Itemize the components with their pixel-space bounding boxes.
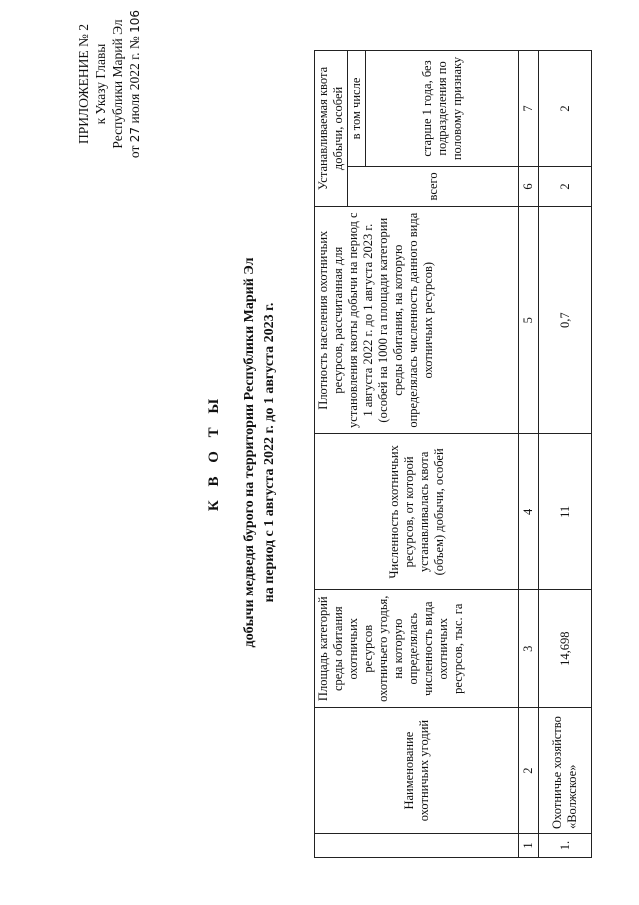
header-quota: Устанавливаемая квота добычи, особей [315,51,348,207]
header-total: всего [348,166,519,206]
column-number: 4 [519,434,539,590]
header-density: Плотность населения охотничьих ресурсов, рассчитанная для установления квоты добычи на период с 1 августа 2022 г. до 1 августа 2023 г. (особей на 1000 га площади категории среды обитания, на которую определялась численность данного вида охотничьих ресурсов) [315,206,519,434]
header-including: в том числе [348,51,366,167]
appendix-title: ПРИЛОЖЕНИЕ № 2 [76,23,91,145]
column-number: 6 [519,166,539,206]
row-hunting-ground-name: Охотничье хозяйство «Волжское» [539,708,592,834]
table-row [539,51,592,858]
column-number-row [519,51,539,858]
header-count: Численность охотничьих ресурсов, от которой устанавливалась квота (объем) добычи, особей [315,434,519,590]
column-number: 3 [519,590,539,708]
document-period: на период с 1 августа 2022 г. до 1 августа 2023 г. [262,302,277,603]
appendix-block [75,0,144,168]
header-row-1 [315,51,348,858]
appendix-date-middle: июля 2022 г. № [127,36,142,124]
header-index [315,834,519,858]
appendix-day: 27 [128,126,142,143]
appendix-number: 106 [128,9,142,33]
header-name: Наименование охотничьих угодий [315,708,519,834]
row-count: 11 [539,434,592,590]
row-index: 1. [539,834,592,858]
column-number: 1 [519,834,539,858]
row-older: 2 [539,51,592,167]
appendix-date-prefix: от [127,145,142,159]
column-number: 2 [519,708,539,834]
appendix-republic: Республики Марий Эл [110,19,125,149]
appendix-date-line [126,0,144,168]
row-total: 2 [539,166,592,206]
document-title: К В О Т Ы [206,393,222,512]
row-area: 14,698 [539,590,592,708]
row-density: 0,7 [539,206,592,434]
header-area: Площадь категорий среды обитания охотничьих ресурсов охотничьего угодья, на которую определялась численность вида охотничьих ресурсов, тыс. га [315,590,519,708]
column-number: 7 [519,51,539,167]
column-number: 5 [519,206,539,434]
appendix-to-decree: к Указу Главы [93,43,108,125]
document-subtitle: добычи медведя бурого на территории Республики Марий Эл [242,257,257,648]
quota-table [314,50,592,858]
header-older: старше 1 года, без подразделения по половому признаку [366,51,519,167]
